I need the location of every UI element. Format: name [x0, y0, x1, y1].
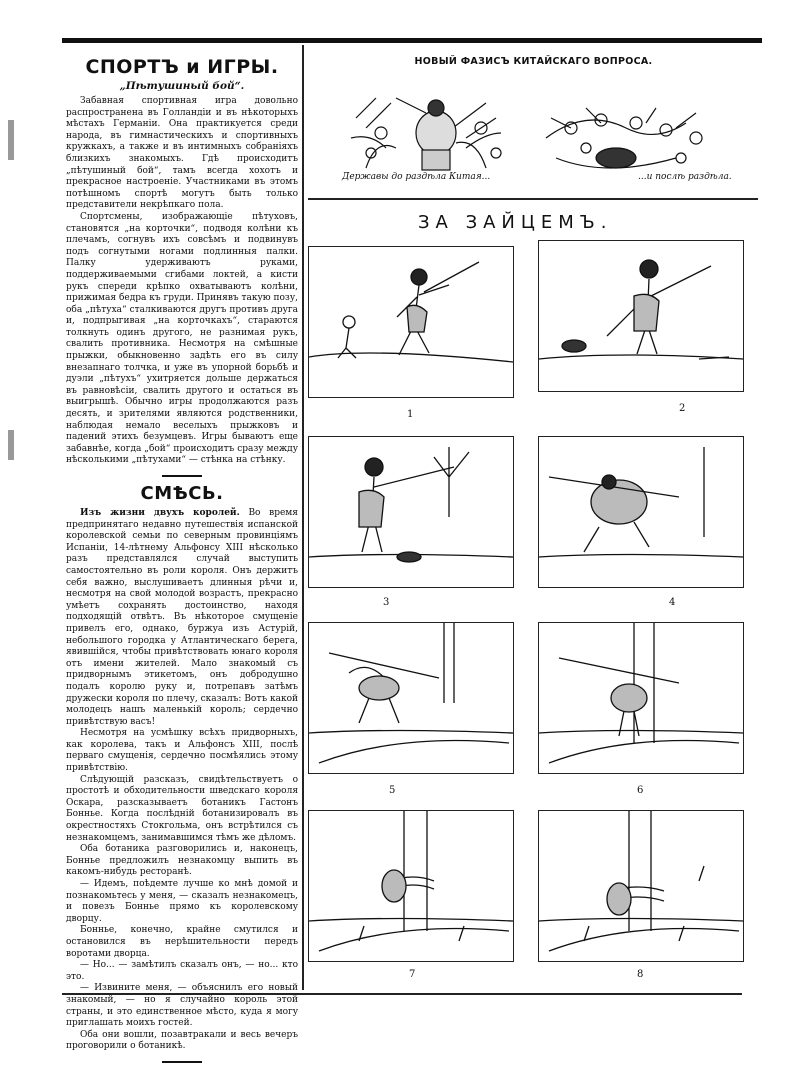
- margin-mark: [8, 120, 14, 160]
- cartoon-title: НОВЫЙ ФАЗИСЪ КИТАЙСКАГО ВОПРОСА.: [414, 56, 653, 67]
- panel-number: 7: [409, 969, 416, 980]
- misc-lead: Изъ жизни двухъ королей.: [80, 508, 240, 518]
- comic-panel: [538, 622, 744, 796]
- hunter-tied-to-tree-illustration: [309, 811, 513, 961]
- misc-paragraph: Слѣдующій разсказъ, свидѣтельствуетъ о простотѣ и обходительности шведскаго короля Оскара, разсказываетъ ботаникъ Гастонъ Боннье. Когда послѣдній ботанизировалъ въ окрестностяхъ Стокгольма, онъ встрѣтился съ незнакомцемъ, занимавшимся тѣмъ же дѣломъ.: [66, 774, 298, 843]
- top-rule: [62, 38, 762, 43]
- cartoon-caption-before: Державы до раздѣла Китая...: [342, 172, 491, 182]
- misc-paragraph: Оба они вошли, позавтракали и весь вечеръ проговорили о ботаникѣ.: [66, 1029, 298, 1052]
- misc-section-title: СМѢСЬ.: [140, 483, 224, 504]
- hunter-falling-illustration: [309, 623, 513, 773]
- panel-number: 2: [679, 403, 686, 414]
- hunter-aiming-illustration: [309, 437, 513, 587]
- hunter-struggling-illustration: [539, 437, 743, 587]
- sports-subtitle: „Пѣтушиный бой“.: [119, 80, 245, 92]
- panel-number: 5: [389, 785, 396, 796]
- section-separator: [162, 475, 202, 477]
- panel-number: 1: [407, 409, 414, 420]
- misc-paragraph: [66, 508, 298, 728]
- sports-paragraph: Спортсмены, изображающіе пѣтуховъ, становятся „на корточки“, подводя колѣни къ плечамъ, согнувъ ихъ совсѣмъ и подвинувъ подъ согнутыми ногами подлинныя палки. Палку удерживаютъ руками, поддерживаемыми сгибами локтей, а кисти рукъ спереди крѣпко охватываютъ колѣни, прижимая бедра къ груди. Принявъ такую позу, оба „пѣтуха“ сталкиваются другъ противъ друга и, подпрыгивая „на корточкахъ“, стараются толкнуть одинъ другого, не разнимая рукъ, свалить противника. Несмотря на смѣшные прыжки, обыкновенно задѣть его въ силу внезапнаго толчка, и уже въ упорной борьбѣ и дуэли „пѣтухъ“ ухитряется дольше держаться въ равновѣсіи, свалить другого и остаться въ выигрышѣ. Обычно игры продолжаются разъ десять, и зрителями являются родственники, наблюдая немало веселыхъ прыжковъ и падений этихъ безумцевъ. Игры бываютъ еще забавнѣе, когда „бой“ происходитъ сразу между нѣсколькими „пѣтухами“ — стѣнка на стѣнку.: [66, 211, 298, 466]
- panel-number: 8: [637, 969, 644, 980]
- misc-paragraph: Несмотря на усмѣшку всѣхъ придворныхъ, как королева, такъ и Альфонсъ XIII, послѣ перваго смущенія, сердечно посмѣялись этому привѣтствію.: [66, 728, 298, 774]
- panel-number: 4: [669, 597, 676, 608]
- comic-panel: [538, 436, 744, 608]
- misc-paragraph: Оба ботаника разговорились и, наконецъ, Боннье предложилъ незнакомцу выпить въ какомъ-нибудь ресторанѣ.: [66, 844, 298, 878]
- comic-panel: [308, 246, 514, 420]
- section-separator: [162, 1061, 202, 1063]
- margin-mark: [8, 430, 14, 460]
- comic-title: ЗА ЗАЙЦЕМЪ.: [418, 212, 613, 233]
- comic-panel: [538, 240, 744, 414]
- panel-number: 6: [637, 785, 644, 796]
- misc-paragraph-text: Во время предпринятаго недавно путешествія испанской королевской семьи по северным провинціямъ Испаніи, 14-лѣтнему Альфонсу XIII нѣсколько разъ представлялся случай выступить самостоятельно въ роли короля. Онъ держитъ себя важно, выслушиваетъ длинныя рѣчи и, несмотря на свой молодой возрастъ, прекрасно умѣетъ сохранять достоинство, находя подходящій отвѣтъ. Въ нѣкоторое смущеніе привелъ его, однако, буржуа изъ Астурій, небольшого городка у Атлантическаго берега, явившійся, чтобы привѣтствовать юнаго короля отъ имени жителей. Мало знакомый съ придворнымъ этикетомъ, онъ добродушно подалъ королю руку и, потрепавъ затѣмъ дружески короля по плечу, сказалъ: Вотъ какой молодецъ нашъ маленькій король; сердечно привѣтствую васъ!: [66, 508, 298, 727]
- cartoon-caption-after: ...и послѣ раздѣла.: [638, 172, 732, 182]
- hunter-at-tree-illustration: [539, 623, 743, 773]
- hunter-and-fallen-hare-illustration: [539, 241, 743, 391]
- misc-paragraph: Боннье, конечно, крайне смутился и остановился въ нерѣшительности передъ воротами дворца.: [66, 925, 298, 959]
- sports-paragraph: Забавная спортивная игра довольно распространена въ Голландіи и въ нѣкоторыхъ мѣстахъ Германіи. Она практикуется среди народа, въ гимнастическихъ и спортивныхъ кружкахъ, а также и въ интимныхъ собраніяхъ близкихъ знакомыхъ. Гдѣ происходитъ „пѣтушиный бой“, тамъ всегда хохотъ и прекрасное настроеніе. Участниками въ этомъ потѣшномъ спортѣ могутъ быть только представители некрѣпкаго пола.: [66, 96, 298, 211]
- hunter-chasing-hare-illustration: [309, 247, 513, 397]
- comic-panel: [308, 810, 514, 980]
- column-divider: [302, 45, 304, 990]
- misc-paragraph: — Извините меня, — объяснилъ его новый знакомый, — но я случайно король этой страны, и это единственное мѣсто, куда я могу приглашать моихъ гостей.: [66, 983, 298, 1029]
- misc-paragraph: — Идемъ, поѣдемте лучше ко мнѣ домой и познакомьтесь у меня, — сказалъ незнакомецъ, и повезъ Боннье прямо къ королевскому дворцу.: [66, 879, 298, 924]
- misc-paragraph: — Но... — замѣтилъ сказалъ онъ, — но... кто это.: [66, 960, 298, 982]
- comic-panel: [308, 436, 514, 608]
- right-column: [306, 50, 761, 990]
- panel-number: 3: [383, 597, 390, 608]
- sports-section-title: СПОРТЪ и ИГРЫ.: [85, 56, 279, 78]
- section-rule: [308, 198, 758, 200]
- comic-panel: [538, 810, 744, 980]
- left-column: [66, 50, 298, 1069]
- hares-around-hunter-illustration: [539, 811, 743, 961]
- comic-panel: [308, 622, 514, 796]
